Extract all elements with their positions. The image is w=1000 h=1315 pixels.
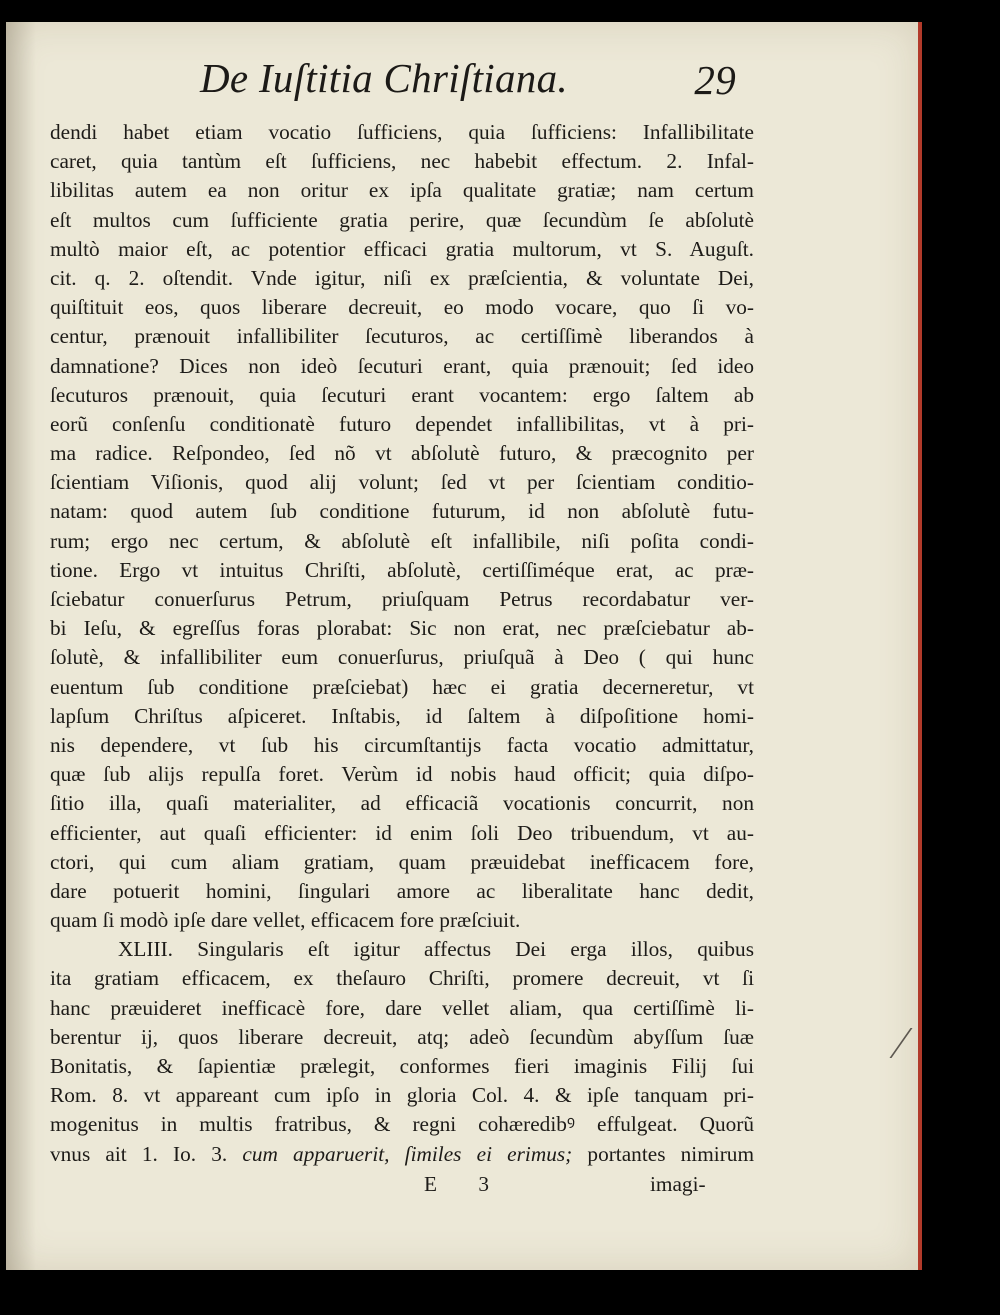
text-line: quiſtituit eos, quos liberare decreuit, eo modo vocare, quo ſi vo-	[50, 295, 754, 320]
signature-mark: E 3	[424, 1172, 507, 1196]
text-line: ctori, qui cum aliam gratiam, quam præuidebat inefficacem fore,	[50, 849, 754, 874]
text-line-final	[50, 1140, 754, 1169]
text-line: mogenitus in multis fratribus, & regni cohæredibꝰ effulgeat. Quorũ	[50, 1112, 754, 1137]
text-line: centur, prænouit infallibiliter ſecuturos, ac certiſſimè liberandos à	[50, 324, 754, 349]
text-line: ma radice. Reſpondeo, ſed nõ vt abſolutè futuro, & præcognito per	[50, 441, 754, 466]
text-line: quam ſi modò ipſe dare vellet, efficacem fore præſciuit.	[50, 908, 521, 933]
section-start-line: XLIII. Singularis eſt igitur affectus Dei erga illos, quibus	[118, 937, 754, 962]
text-line: natam: quod autem ſub conditione futurum, id non abſolutè futu-	[50, 499, 754, 524]
running-header	[200, 44, 760, 114]
text-line: libilitas autem ea non oritur ex ipſa qualitate gratiæ; nam certum	[50, 178, 754, 203]
text-line: eorũ conſenſu conditionatè futuro dependet infallibilitas, vt à pri-	[50, 411, 754, 436]
text-line: ſcientiam Viſionis, quod alij volunt; ſed vt per ſcientiam conditio-	[50, 470, 754, 495]
catchword: imagi-	[650, 1172, 706, 1196]
text-line: Bonitatis, & ſapientiæ prælegit, conformes fieri imaginis Filij ſui	[50, 1054, 754, 1078]
text-line: quæ ſub alijs repulſa foret. Verùm id nobis haud officit; quia diſpo-	[50, 762, 754, 787]
text-line: eſt multos cum ſufficiente gratia perire, quæ ſecundùm ſe abſolutè	[50, 207, 754, 232]
text-line: dendi habet etiam vocatio ſufficiens, quia ſufficiens: Infallibilitate	[50, 120, 754, 144]
text-line: caret, quia tantùm eſt ſufficiens, nec habebit effectum. 2. Infal-	[50, 149, 754, 174]
text-line: cit. q. 2. oſtendit. Vnde igitur, niſi ex præſcientia, & voluntate Dei,	[50, 265, 754, 290]
text-line: nis dependere, vt ſub his circumſtantijs facta vocatio admittatur,	[50, 732, 754, 757]
text-line: ita gratiam efficacem, ex theſauro Chriſti, promere decreuit, vt ſi	[50, 966, 754, 991]
text-line: tione. Ergo vt intuitus Chriſti, abſolutè, certiſſiméque erat, ac præ-	[50, 557, 754, 582]
page-edge	[918, 22, 922, 1270]
text-line: berentur ij, quos liberare decreuit, atq; adeò ſecundùm abyſſum ſuæ	[50, 1024, 754, 1049]
text-line: bi Ieſu, & egreſſus foras plorabat: Sic non erat, nec præſciebatur ab-	[50, 616, 754, 641]
page-number: 29	[694, 57, 736, 103]
text-line: ſciebatur conuerſurus Petrum, priuſquam Petrus recordabatur ver-	[50, 587, 754, 611]
text-line: hanc præuideret inefficacè fore, dare vellet aliam, qua certiſſimè li-	[50, 995, 754, 1020]
text-line: euentum ſub conditione præſciebat) hæc ei gratia decerneretur, vt	[50, 674, 754, 699]
text-line: efficienter, aut quaſi efficienter: id enim ſoli Deo tribuendum, vt au-	[50, 820, 754, 845]
italic-quotation: cum apparuerit, ſimiles ei erimus;	[242, 1141, 573, 1166]
text-line: ſitio illa, quaſi materialiter, ad efficaciã vocationis concurrit, non	[50, 791, 754, 816]
text-line: ſolutè, & infallibiliter eum conuerſurus, priuſquã à Deo ( qui hunc	[50, 645, 754, 670]
page-footer	[50, 1172, 754, 1202]
text-line: Rom. 8. vt appareant cum ipſo in gloria Col. 4. & ipſe tanquam pri-	[50, 1083, 754, 1108]
text-line: ſecuturos prænouit, quia ſecuturi erant vocantem: ergo ſaltem ab	[50, 382, 754, 407]
text-line: dare potuerit homini, ſingulari amore ac liberalitate hanc dedit,	[50, 878, 754, 903]
text-line: multò maior eſt, ac potentior efficaci gratia multorum, vt S. Auguſt.	[50, 236, 754, 261]
running-title: De Iuſtitia Chriſtiana.	[200, 55, 568, 101]
text-line: lapſum Chriſtus aſpiceret. Inſtabis, id ſaltem à diſpoſitione homi-	[50, 703, 754, 728]
text-line: damnatione? Dices non ideò ſecuturi erant, quia prænouit; ſed ideo	[50, 353, 754, 378]
last-line-end: portantes nimirum	[587, 1141, 755, 1166]
text-line: rum; ergo nec certum, & abſolutè eſt infallibile, niſi poſita condi-	[50, 528, 754, 553]
body-text	[50, 118, 754, 1169]
last-line-start: vnus ait 1. Io. 3.	[50, 1141, 228, 1166]
